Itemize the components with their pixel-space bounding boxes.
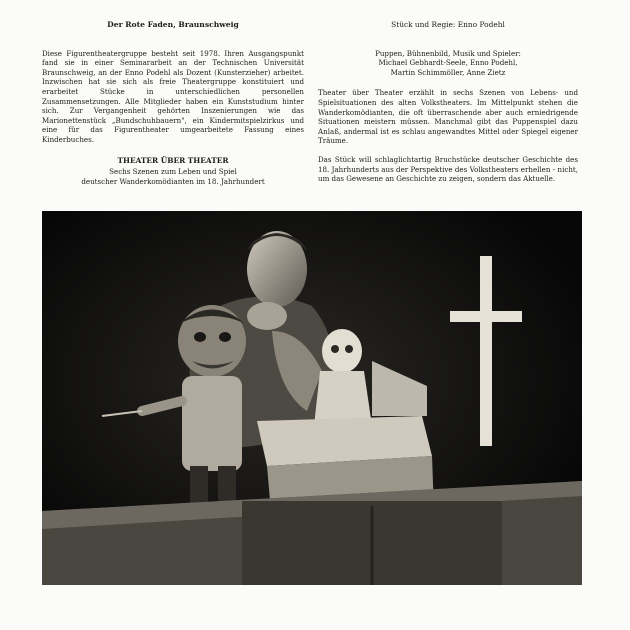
credits-line: Martin Schimmöller, Anne Zietz (390, 67, 506, 77)
credits-line: Michael Gebhardt-Seele, Enno Podehl, (378, 58, 518, 68)
description-paragraph: Theater über Theater erzählt in sechs Szenen von Lebens- und Spielsituationen des alten Volkstheaters. Im Mittelpunkt stehen die Wanderkomödianten, die oft überraschende aber auch erniedrigende Situationen meistern müssen. Manchmal gibt das Puppenspiel dazu Anlaß, andermal ist es schlau angewandtes Mittel oder Spiegel eigener Träume. (318, 88, 578, 146)
stage-photo-icon (42, 211, 582, 585)
section-heading: Der Rote Faden, Braunschweig (107, 20, 239, 29)
left-column (42, 20, 304, 186)
history-paragraph: Das Stück will schlaglichtartig Bruchstücke deutscher Geschichte des 18. Jahrhunderts aus der Perspektive des Volkstheaters erhellen - nicht, um das Gewesene an Geschichte zu zeigen, sondern das Aktuelle. (318, 154, 578, 184)
intro-paragraph: Diese Figurentheatergruppe besteht seit 1978. Ihren Ausgangspunkt fand sie in einer Seminararbeit an der Technischen Universität Braunschweig, an der Enno Podehl als Dozent (Kunsterzieher) arbeitet. Inzwischen hat sie sich als freie Theatergruppe konstituiert und erarbeitet Stücke in unterschiedlichen personellen Zusammensetzungen. Alle Mitglieder haben ein Kunststudium hinter sich. Zur Vergangenheit gehörten Inszenierungen wie das Marionettenstück „Bundschuhbauern", ein Kindermitspielzirkus und eine für das Figurentheater umgearbeitete Fassung eines Kinderbuches. (42, 48, 304, 144)
right-column (318, 20, 578, 184)
show-title: THEATER ÜBER THEATER (117, 155, 229, 165)
credits-block (318, 49, 578, 78)
direction-heading: Stück und Regie: Enno Podehl (391, 20, 505, 29)
stage-photo (42, 211, 582, 585)
show-title-block (42, 156, 304, 187)
show-subtitle-line2: deutscher Wanderkomödianten im 18. Jahrhundert (81, 176, 265, 186)
credits-line: Puppen, Bühnenbild, Musik und Spieler: (375, 48, 521, 58)
show-subtitle-line1: Sechs Szenen zum Leben und Spiel (109, 167, 237, 177)
